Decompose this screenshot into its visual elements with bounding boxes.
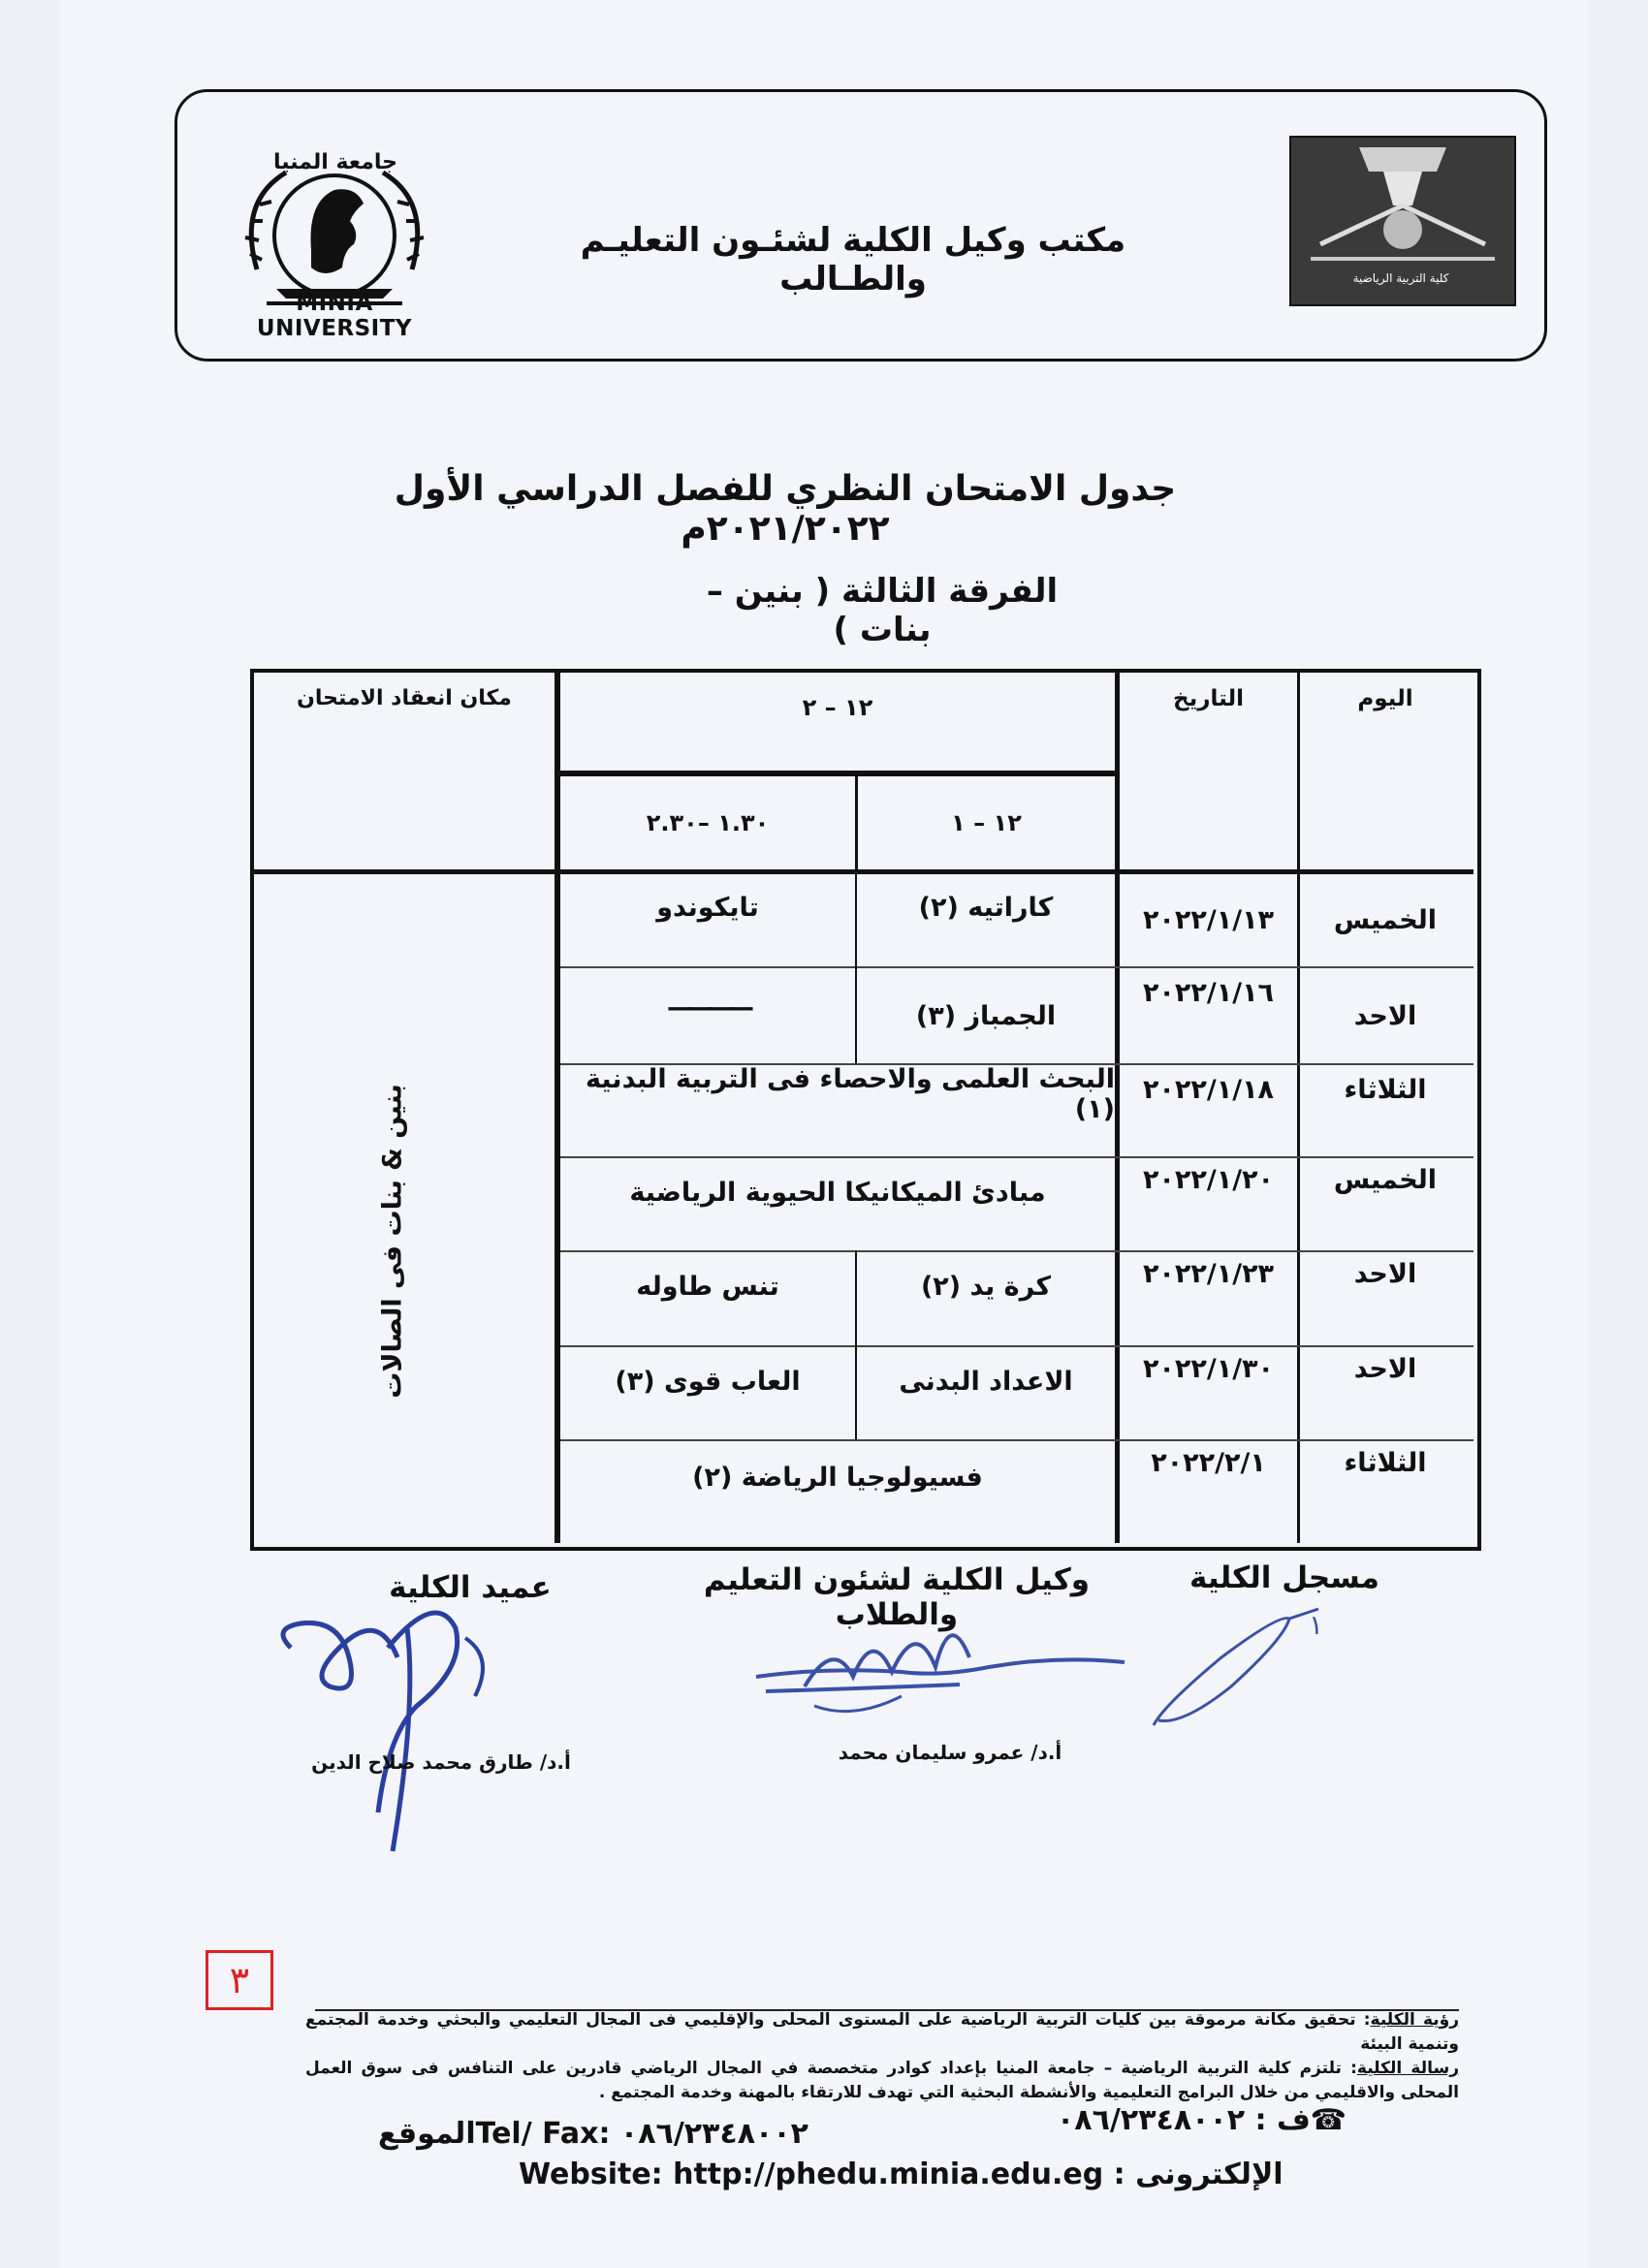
header-location: مكان انعقاد الامتحان — [297, 686, 512, 710]
vice-dean-role: وكيل الكلية لشئون التعليم والطلاب — [703, 1562, 1091, 1632]
vision-label: رؤية الكلية — [1370, 2010, 1460, 2030]
dean-role: عميد الكلية — [389, 1570, 552, 1605]
row-date: ٢٠٢٢/٢/١ — [1151, 1448, 1266, 1478]
header-date: التاريخ — [1173, 686, 1244, 711]
row-date: ٢٠٢٢/١/١٨ — [1142, 1074, 1275, 1105]
mission-label: رسالة الكلية — [1356, 2059, 1459, 2078]
row-day: الاحد — [1353, 1000, 1417, 1031]
row-date: ٢٠٢٢/١/١٣ — [1142, 905, 1275, 935]
row-date: ٢٠٢٢/١/٣٠ — [1142, 1354, 1275, 1384]
dean-name: أ.د/ طارق محمد صلاح الدين — [311, 1750, 571, 1774]
university-name: MINIA UNIVERSITY — [256, 291, 413, 341]
header-day: اليوم — [1357, 686, 1413, 711]
row-day: الخميس — [1333, 905, 1438, 935]
vice-dean-name: أ.د/ عمرو سليمان محمد — [838, 1741, 1062, 1764]
vision-line — [305, 2008, 1459, 2057]
header-time-group: ١٢ – ٢ — [802, 694, 873, 721]
row-day: الاحد — [1353, 1259, 1417, 1289]
vice-dean-signature — [746, 1599, 1134, 1725]
registrar-mark: ١ — [1309, 1609, 1324, 1641]
row-slot1: الاعداد البدنى — [899, 1366, 1073, 1397]
phone-number: ف : ٠٨٦/٢٣٤٨٠٠٢ — [1057, 2103, 1311, 2137]
row-slot2: ———— — [667, 992, 748, 1023]
registrar-signature — [1144, 1590, 1396, 1735]
faculty-emblem-icon — [1291, 138, 1514, 273]
location-value: بنين & بنات فى الصالات — [377, 1083, 408, 1399]
row-day: الخميس — [1333, 1165, 1438, 1195]
mission-line — [305, 2057, 1459, 2105]
footer-text — [305, 2008, 1459, 2105]
header-slot1: ١٢ – ١ — [951, 809, 1022, 836]
row-slot1: الجمباز (٣) — [915, 1000, 1057, 1031]
row-merged: البحث العلمى والاحصاء فى التربية البدنية (١) — [586, 1064, 1115, 1124]
row-slot1: كرة يد (٢) — [920, 1271, 1052, 1302]
row-date: ٢٠٢٢/١/٢٠ — [1142, 1165, 1275, 1195]
row-date: ٢٠٢٢/١/١٦ — [1142, 978, 1275, 1008]
office-title: مكتب وكيل الكلية لشئـون التعليـم والطـالب — [580, 221, 1126, 299]
row-slot2: تنس طاوله — [636, 1271, 779, 1302]
schedule-subtitle: الفرقة الثالثة ( بنين – بنات ) — [706, 572, 1059, 649]
row-merged: مبادئ الميكانيكا الحيوية الرياضية — [629, 1177, 1046, 1208]
dean-signature — [271, 1590, 562, 1861]
phone-icon: ☎ — [1310, 2103, 1347, 2137]
registrar-role: مسجل الكلية — [1189, 1560, 1379, 1595]
faculty-logo-label: كلية التربية الرياضية — [1352, 271, 1449, 285]
mission-text: : تلتزم كلية التربية الرياضية – جامعة المنيا بإعداد كوادر متخصصة في المجال الرياضي قادرين على التنافس فى سوق العمل المحلى والاقليمي من خلال البرامج التعليمية والأنشطة البحثية التي تهدف للارتقاء بالمهنة وخدمة المجتمع . — [305, 2059, 1459, 2102]
vision-text: : تحقيق مكانة مرموقة بين كليات التربية الرياضية على المستوى المحلى والإقليمي فى المجال التعليمي والبحثي وخدمة المجتمع وتنمية البيئة — [305, 2010, 1459, 2054]
phone-line — [1057, 2103, 1347, 2137]
website-link[interactable]: Website: http://phedu.minia.edu.eg : الإلكترونى — [519, 2158, 1284, 2191]
row-date: ٢٠٢٢/١/٢٣ — [1142, 1259, 1275, 1289]
row-slot1: كاراتيه (٢) — [918, 892, 1054, 923]
tel-fax: الموقعTel/ Fax: ٠٨٦/٢٣٤٨٠٠٢ — [378, 2117, 808, 2151]
row-slot2: العاب قوى (٣) — [615, 1366, 801, 1397]
row-merged: فسيولوجيا الرياضة (٢) — [692, 1463, 983, 1493]
page-number-stamp: ٣ — [206, 1950, 273, 2010]
row-day: الاحد — [1353, 1354, 1417, 1384]
header-slot2: ١.٣٠ –٢.٣٠ — [646, 809, 770, 836]
schedule-title: جدول الامتحان النظري للفصل الدراسي الأول ٢٠٢١/٢٠٢٢م — [394, 469, 1177, 549]
row-day: الثلاثاء — [1344, 1448, 1427, 1478]
university-arabic-name: جامعة المنيا — [273, 150, 397, 174]
row-day: الثلاثاء — [1344, 1074, 1427, 1105]
row-slot2: تايكوندو — [656, 892, 759, 923]
